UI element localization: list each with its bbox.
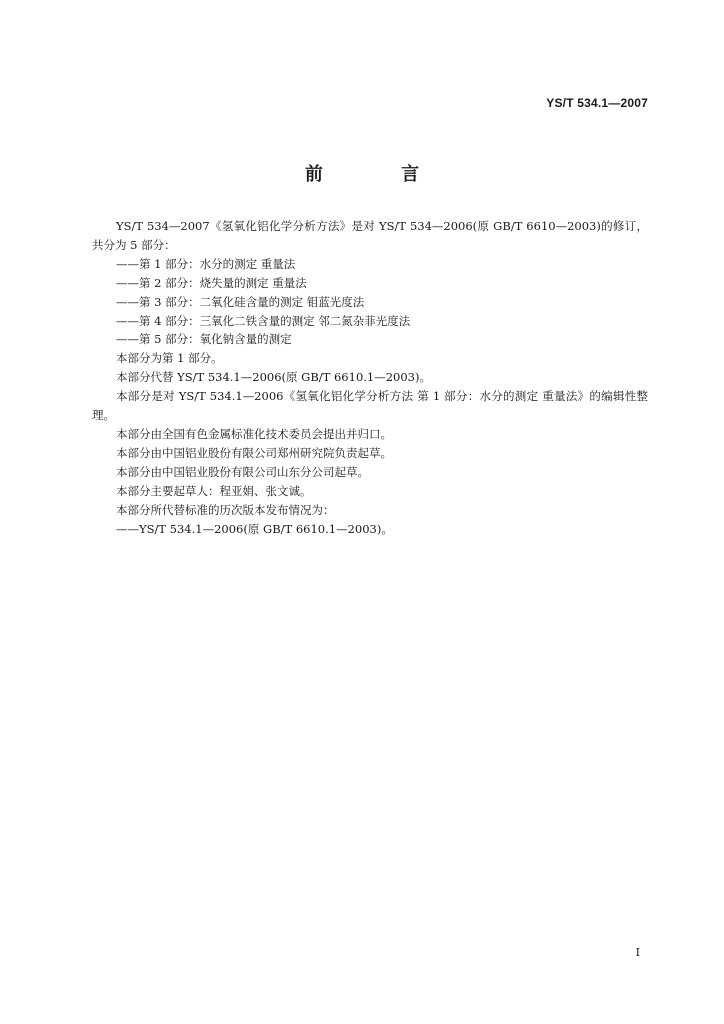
part-list-item: ——第 4 部分：三氧化二铁含量的测定 邻二氮杂菲光度法 bbox=[116, 313, 411, 328]
part-list-item: ——第 5 部分：氧化钠含量的测定 bbox=[116, 332, 292, 347]
paragraph: 本部分是对 YS/T 534.1—2006《氢氧化铝化学分析方法 第 1 部分：水分的测定 重量法》的编辑性整理。 bbox=[92, 389, 648, 423]
paragraph: 本部分主要起草人：程亚娟、张文诚。 bbox=[116, 483, 312, 498]
page-title: 前 言 bbox=[304, 164, 456, 185]
part-list-item: ——第 3 部分：二氧化硅含量的测定 钼蓝光度法 bbox=[116, 294, 365, 309]
part-list-item: ——第 1 部分：水分的测定 重量法 bbox=[116, 256, 296, 271]
paragraph: 本部分由中国铝业股份有限公司山东分公司起草。 bbox=[116, 464, 369, 479]
page-number: I bbox=[635, 946, 640, 959]
paragraph: 本部分代替 YS/T 534.1—2006(原 GB/T 6610.1—2003)。 bbox=[116, 370, 431, 385]
intro-paragraph: YS/T 534—2007《氢氧化铝化学分析方法》是对 YS/T 534—2006(原 GB/T 6610—2003)的修订，共分为 5 部分： bbox=[92, 219, 648, 252]
part-list-item: ——第 2 部分：烧失量的测定 重量法 bbox=[116, 275, 307, 290]
paragraph: 本部分所代替标准的历次版本发布情况为： bbox=[116, 502, 335, 517]
history-list-item: ——YS/T 534.1—2006(原 GB/T 6610.1—2003)。 bbox=[116, 521, 393, 536]
foreword-body bbox=[92, 217, 648, 538]
standard-code: YS/T 534.1—2007 bbox=[546, 96, 648, 110]
paragraph: 本部分由中国铝业股份有限公司郑州研究院负责起草。 bbox=[116, 445, 392, 460]
paragraph: 本部分由全国有色金属标准化技术委员会提出并归口。 bbox=[116, 426, 392, 441]
paragraph: 本部分为第 1 部分。 bbox=[116, 351, 223, 366]
